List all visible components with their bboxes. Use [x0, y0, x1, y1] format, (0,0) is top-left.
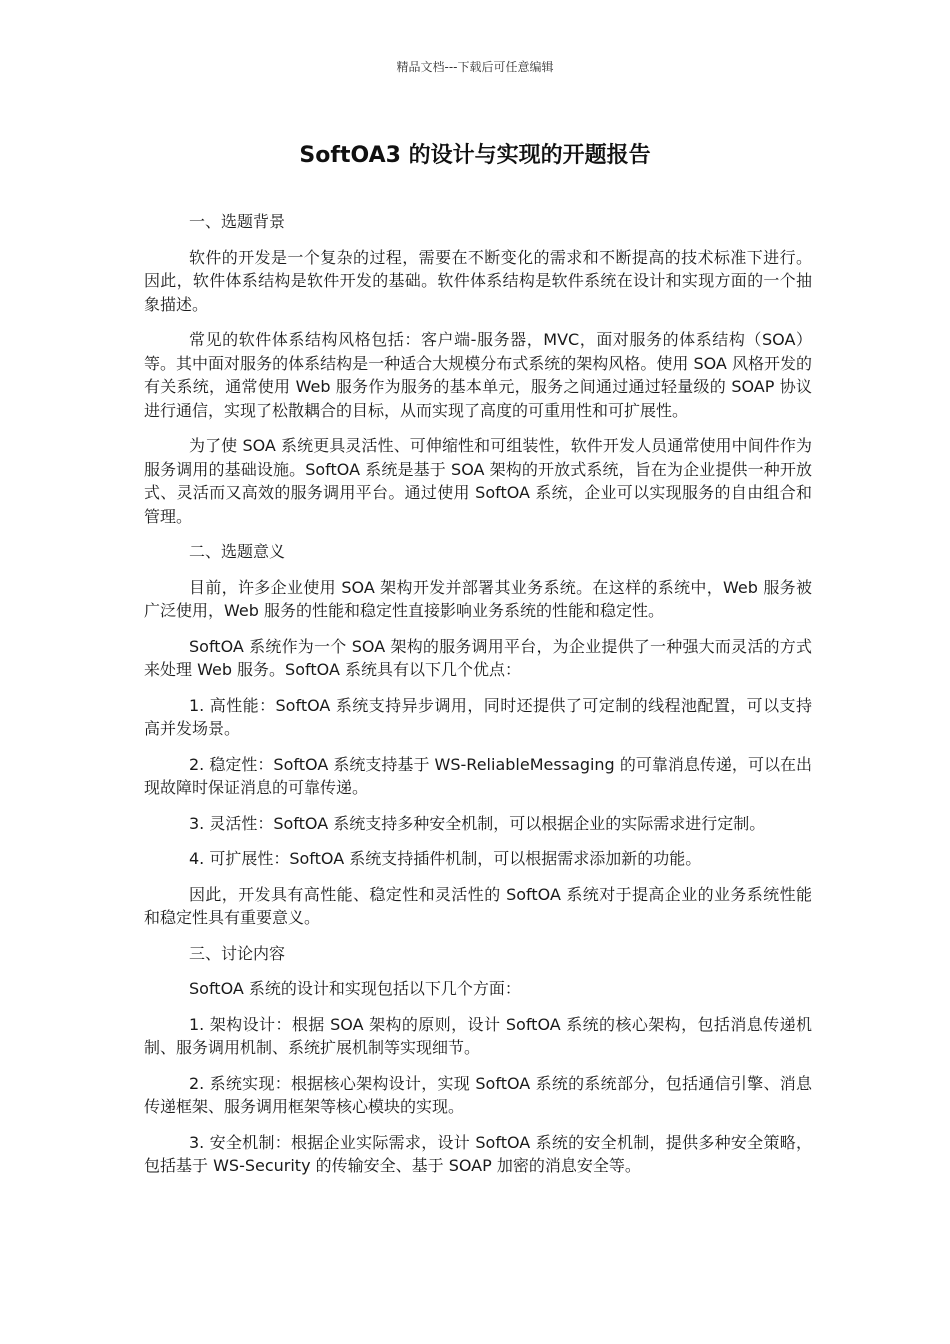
paragraph: 常见的软件体系结构风格包括：客户端-服务器，MVC，面对服务的体系结构（SOA）等。其中面对服务的体系结构是一种适合大规模分布式系统的架构风格。使用 SOA 风格开发的有关系统，通常使用 Web 服务作为服务的基本单元，服务之间通过通过轻量级的 SOAP 协议进行通信，实现了松散耦合的目标，从而实现了高度的可重用性和可扩展性。: [144, 330, 812, 420]
section-heading-background: 一、选题背景: [189, 212, 286, 231]
document-title: SoftOA3 的设计与实现的开题报告: [299, 143, 651, 168]
paragraph: 因此，开发具有高性能、稳定性和灵活性的 SoftOA 系统对于提高企业的业务系统性能和稳定性具有重要意义。: [144, 884, 812, 927]
list-item-performance: 1. 高性能：SoftOA 系统支持异步调用，同时还提供了可定制的线程池配置，可以支持高并发场景。: [144, 695, 812, 738]
list-item-implementation: 2. 系统实现：根据核心架构设计，实现 SoftOA 系统的系统部分，包括通信引擎、消息传递框架、服务调用框架等核心模块的实现。: [144, 1073, 812, 1116]
section-heading-significance: 二、选题意义: [189, 542, 286, 561]
list-item-extensibility: 4. 可扩展性：SoftOA 系统支持插件机制，可以根据需求添加新的功能。: [189, 849, 702, 868]
list-item-architecture: 1. 架构设计：根据 SOA 架构的原则，设计 SoftOA 系统的核心架构，包括消息传递机制、服务调用机制、系统扩展机制等实现细节。: [144, 1014, 812, 1057]
paragraph: 软件的开发是一个复杂的过程，需要在不断变化的需求和不断提高的技术标准下进行。因此，软件体系结构是软件开发的基础。软件体系结构是软件系统在设计和实现方面的一个抽象描述。: [144, 247, 812, 314]
paragraph: SoftOA 系统的设计和实现包括以下几个方面：: [189, 979, 521, 998]
section-heading-content: 三、讨论内容: [189, 943, 286, 963]
list-item-security: 3. 安全机制：根据企业实际需求，设计 SoftOA 系统的安全机制，提供多种安全策略，包括基于 WS-Security 的传输安全、基于 SOAP 加密的消息安全等。: [144, 1132, 812, 1175]
paragraph: 为了使 SOA 系统更具灵活性、可伸缩性和可组装性，软件开发人员通常使用中间件作为服务调用的基础设施。SoftOA 系统是基于 SOA 架构的开放式系统，旨在为企业提供一种开放式、灵活而又高效的服务调用平台。通过使用 SoftOA 系统，企业可以实现服务的自由组合和管理。: [144, 436, 812, 526]
document-body: [144, 210, 812, 1190]
paragraph: SoftOA 系统作为一个 SOA 架构的服务调用平台，为企业提供了一种强大而灵活的方式来处理 Web 服务。SoftOA 系统具有以下几个优点：: [144, 636, 812, 679]
header-note: 精品文档---下载后可任意编辑: [396, 60, 554, 74]
list-item-stability: 2. 稳定性：SoftOA 系统支持基于 WS-ReliableMessaging 的可靠消息传递，可以在出现故障时保证消息的可靠传递。: [144, 754, 812, 797]
paragraph: 目前，许多企业使用 SOA 架构开发并部署其业务系统。在这样的系统中，Web 服务被广泛使用，Web 服务的性能和稳定性直接影响业务系统的性能和稳定性。: [144, 577, 812, 620]
list-item-flexibility: 3. 灵活性：SoftOA 系统支持多种安全机制，可以根据企业的实际需求进行定制。: [189, 813, 766, 833]
